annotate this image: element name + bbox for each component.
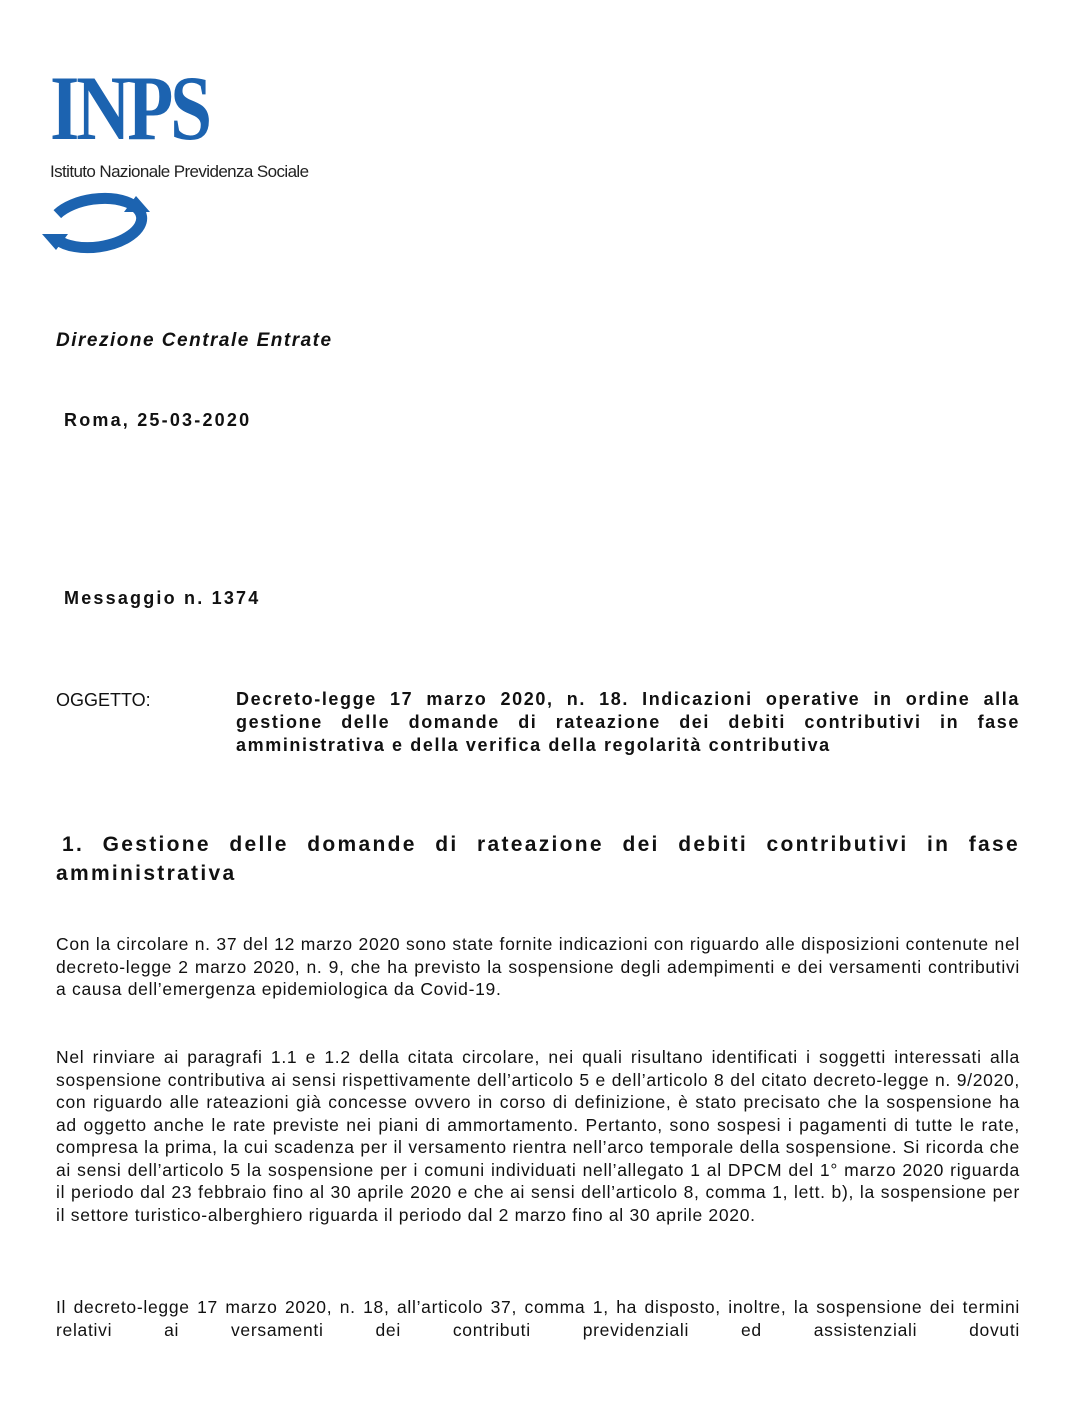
subject-text: Decreto-legge 17 marzo 2020, n. 18. Indicazioni operative in ordine alla gestione delle domande di rateazione dei debiti contributivi in fase amministrativa e della verifica della regolarità contributiva <box>236 689 1020 755</box>
place-date: Roma, 25-03-2020 <box>64 410 252 430</box>
cycle-arrows-icon <box>40 190 152 256</box>
paragraph-2: Nel rinviare ai paragrafi 1.1 e 1.2 della citata circolare, nei quali risultano identificati i soggetti interessati alla sospensione contributiva ai sensi rispettivamente dell’articolo 5 e dell’articolo 8 del citato decreto-legge n. 9/2020, con riguardo alle rateazioni già concesse ovvero in corso di definizione, è stato precisato che la sospensione ha ad oggetto anche le rate previste nei piani di ammortamento. Pertanto, sono sospesi i pagamenti di tutte le rate, compresa la prima, la cui scadenza per il versamento rientra nell’arco temporale della sospensione. Si ricorda che ai sensi dell’articolo 5 la sospensione per i comuni individuati nell’allegato 1 al DPCM del 1° marzo 2020 riguarda il periodo dal 23 febbraio fino al 30 aprile 2020 e che ai sensi dell’articolo 8, comma 1, lett. b), la sospensione per il settore turistico-alberghiero riguarda il periodo dal 2 marzo fino al 30 aprile 2020. <box>56 1047 1020 1225</box>
paragraph-1: Con la circolare n. 37 del 12 marzo 2020 sono state fornite indicazioni con riguardo alle disposizioni contenute nel decreto-legge 2 marzo 2020, n. 9, che ha previsto la sospensione degli adempimenti e dei versamenti contributivi a causa dell’emergenza epidemiologica da Covid-19. <box>56 934 1020 999</box>
message-number: Messaggio n. 1374 <box>64 588 261 608</box>
logo-wordmark: INPS <box>50 57 209 159</box>
section-title: 1. Gestione delle domande di rateazione dei debiti contributivi in fase amministrativa <box>56 833 1020 885</box>
inps-logo <box>40 57 340 262</box>
subject-label: OGGETTO: <box>56 690 151 710</box>
directorate: Direzione Centrale Entrate <box>56 330 333 351</box>
paragraph-3: Il decreto-legge 17 marzo 2020, n. 18, all’articolo 37, comma 1, ha disposto, inoltre, la sospensione dei termini relativi ai versamenti dei contributi previdenziali ed assistenziali dovuti <box>56 1297 1020 1340</box>
institute-name: Istituto Nazionale Previdenza Sociale <box>50 162 309 181</box>
